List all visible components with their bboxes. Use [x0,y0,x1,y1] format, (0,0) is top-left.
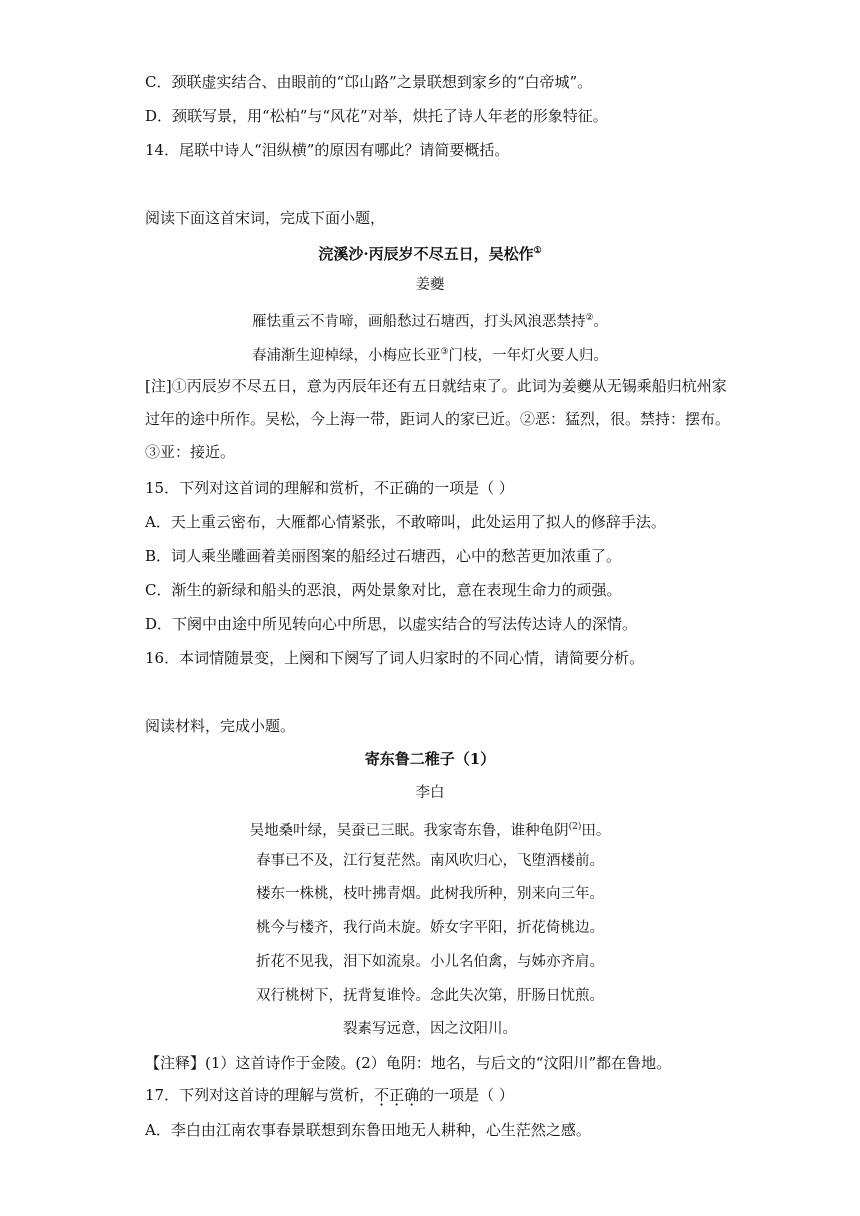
ci-line-1-footnote: ② [585,313,594,323]
shi-note: 【注释】(1）这首诗作于金陵。(2）龟阴：地名，与后文的“汶阳川”都在鲁地。 [145,1054,672,1072]
section3-intro: 阅读材料，完成小题。 [145,717,296,735]
q13-option-c: C．颈联虚实结合、由眼前的“邙山路”之景联想到家乡的“白帝城”。 [145,73,593,91]
ci-line-1-text: 雁怯重云不肯啼，画船愁过石塘西，打头风浪恶禁持 [251,314,586,330]
q15-stem: 15．下列对这首词的理解和赏析，不正确的一项是（ ） [145,479,514,497]
ci-line-1 [0,308,860,332]
ci-author: 姜夔 [415,277,445,293]
shi-line-1-text: 吴地桑叶绿，吴蚕已三眠。我家寄东鲁，谁种龟阴 [249,823,569,839]
q15-option-d: D．下阕中由途中所见转向心中所思，以虚实结合的写法传达诗人的深情。 [145,615,638,633]
q17-option-a: A．李白由江南农事春景联想到东鲁田地无人耕种，心生茫然之感。 [145,1121,591,1139]
ci-line-2-end: 门枝，一年灯火要人归。 [448,348,609,364]
shi-line-3: 楼东一株桃，枝叶拂青烟。此树我所种，别来向三年。 [256,886,604,902]
q15-option-a: A．天上重云密布，大雁都心情紧张，不敢啼叫，此处运用了拟人的修辞手法。 [145,513,666,531]
ci-note: [注]①丙辰岁不尽五日，意为丙辰年还有五日就结束了。此词为姜夔从无锡乘船归杭州家过年的途中所作。吴松，今上海一带，距词人的家已近。②恶：猛烈，很。禁持：摆布。③亚：接近。 [145,377,731,461]
ci-title-footnote: ① [533,246,542,256]
shi-line-4: 桃今与楼齐，我行尚未旋。娇女字平阳，折花倚桃边。 [256,920,604,936]
q17-stem-end: 的一项是（ ） [419,1086,514,1104]
shi-line-7: 裂素写远意，因之汶阳川。 [343,1021,517,1037]
q15-option-b: B．词人乘坐雕画着美丽图案的船经过石塘西，心中的愁苦更加浓重了。 [145,547,622,565]
ci-line-1-end: 。 [593,314,609,330]
emphasis-char: 确 [404,1086,420,1104]
emphasis-char: 不 [374,1086,390,1104]
section2-intro: 阅读下面这首宋词，完成下面小题， [145,209,386,227]
shi-title: 寄东鲁二稚子（1） [364,750,496,768]
emphasis-char: 正 [389,1086,405,1104]
shi-author: 李白 [415,785,445,801]
ci-line-2-text: 春浦渐生迎棹绿，小梅应长亚 [251,348,441,364]
q17-stem-start: 17．下列对这首诗的理解与赏析， [145,1086,375,1104]
shi-line-1-end: 田。 [581,823,611,839]
q15-option-c: C．渐生的新绿和船头的恶浪，两处景象对比，意在表现生命力的顽强。 [145,581,622,599]
q16-question: 16．本词情随景变，上阕和下阕写了词人归家时的不同心情，请简要分析。 [145,649,645,667]
shi-line-2: 春事已不及，江行复茫然。南风吹归心，飞堕酒楼前。 [256,853,604,869]
shi-line-1-footnote: (2) [568,822,582,832]
shi-line-5: 折花不见我，泪下如流泉。小儿名伯禽，与姊亦齐肩。 [256,954,604,970]
ci-line-2-footnote: ③ [440,347,449,357]
shi-line-6: 双行桃树下，抚背复谁怜。念此失次第，肝肠日忧煎。 [256,988,604,1004]
q14-question: 14．尾联中诗人“泪纵横”的原因有哪此？请简要概括。 [145,141,510,159]
q17-stem [145,1085,740,1105]
ci-title [0,241,860,264]
q17-emphasis [374,1086,419,1104]
q13-option-d: D．颈联写景，用“松柏”与“风花”对举，烘托了诗人年老的形象特征。 [145,107,608,125]
ci-title-text: 浣溪沙·丙辰岁不尽五日，吴松作 [318,245,534,263]
ci-line-2 [0,342,860,366]
shi-line-1 [0,817,860,841]
